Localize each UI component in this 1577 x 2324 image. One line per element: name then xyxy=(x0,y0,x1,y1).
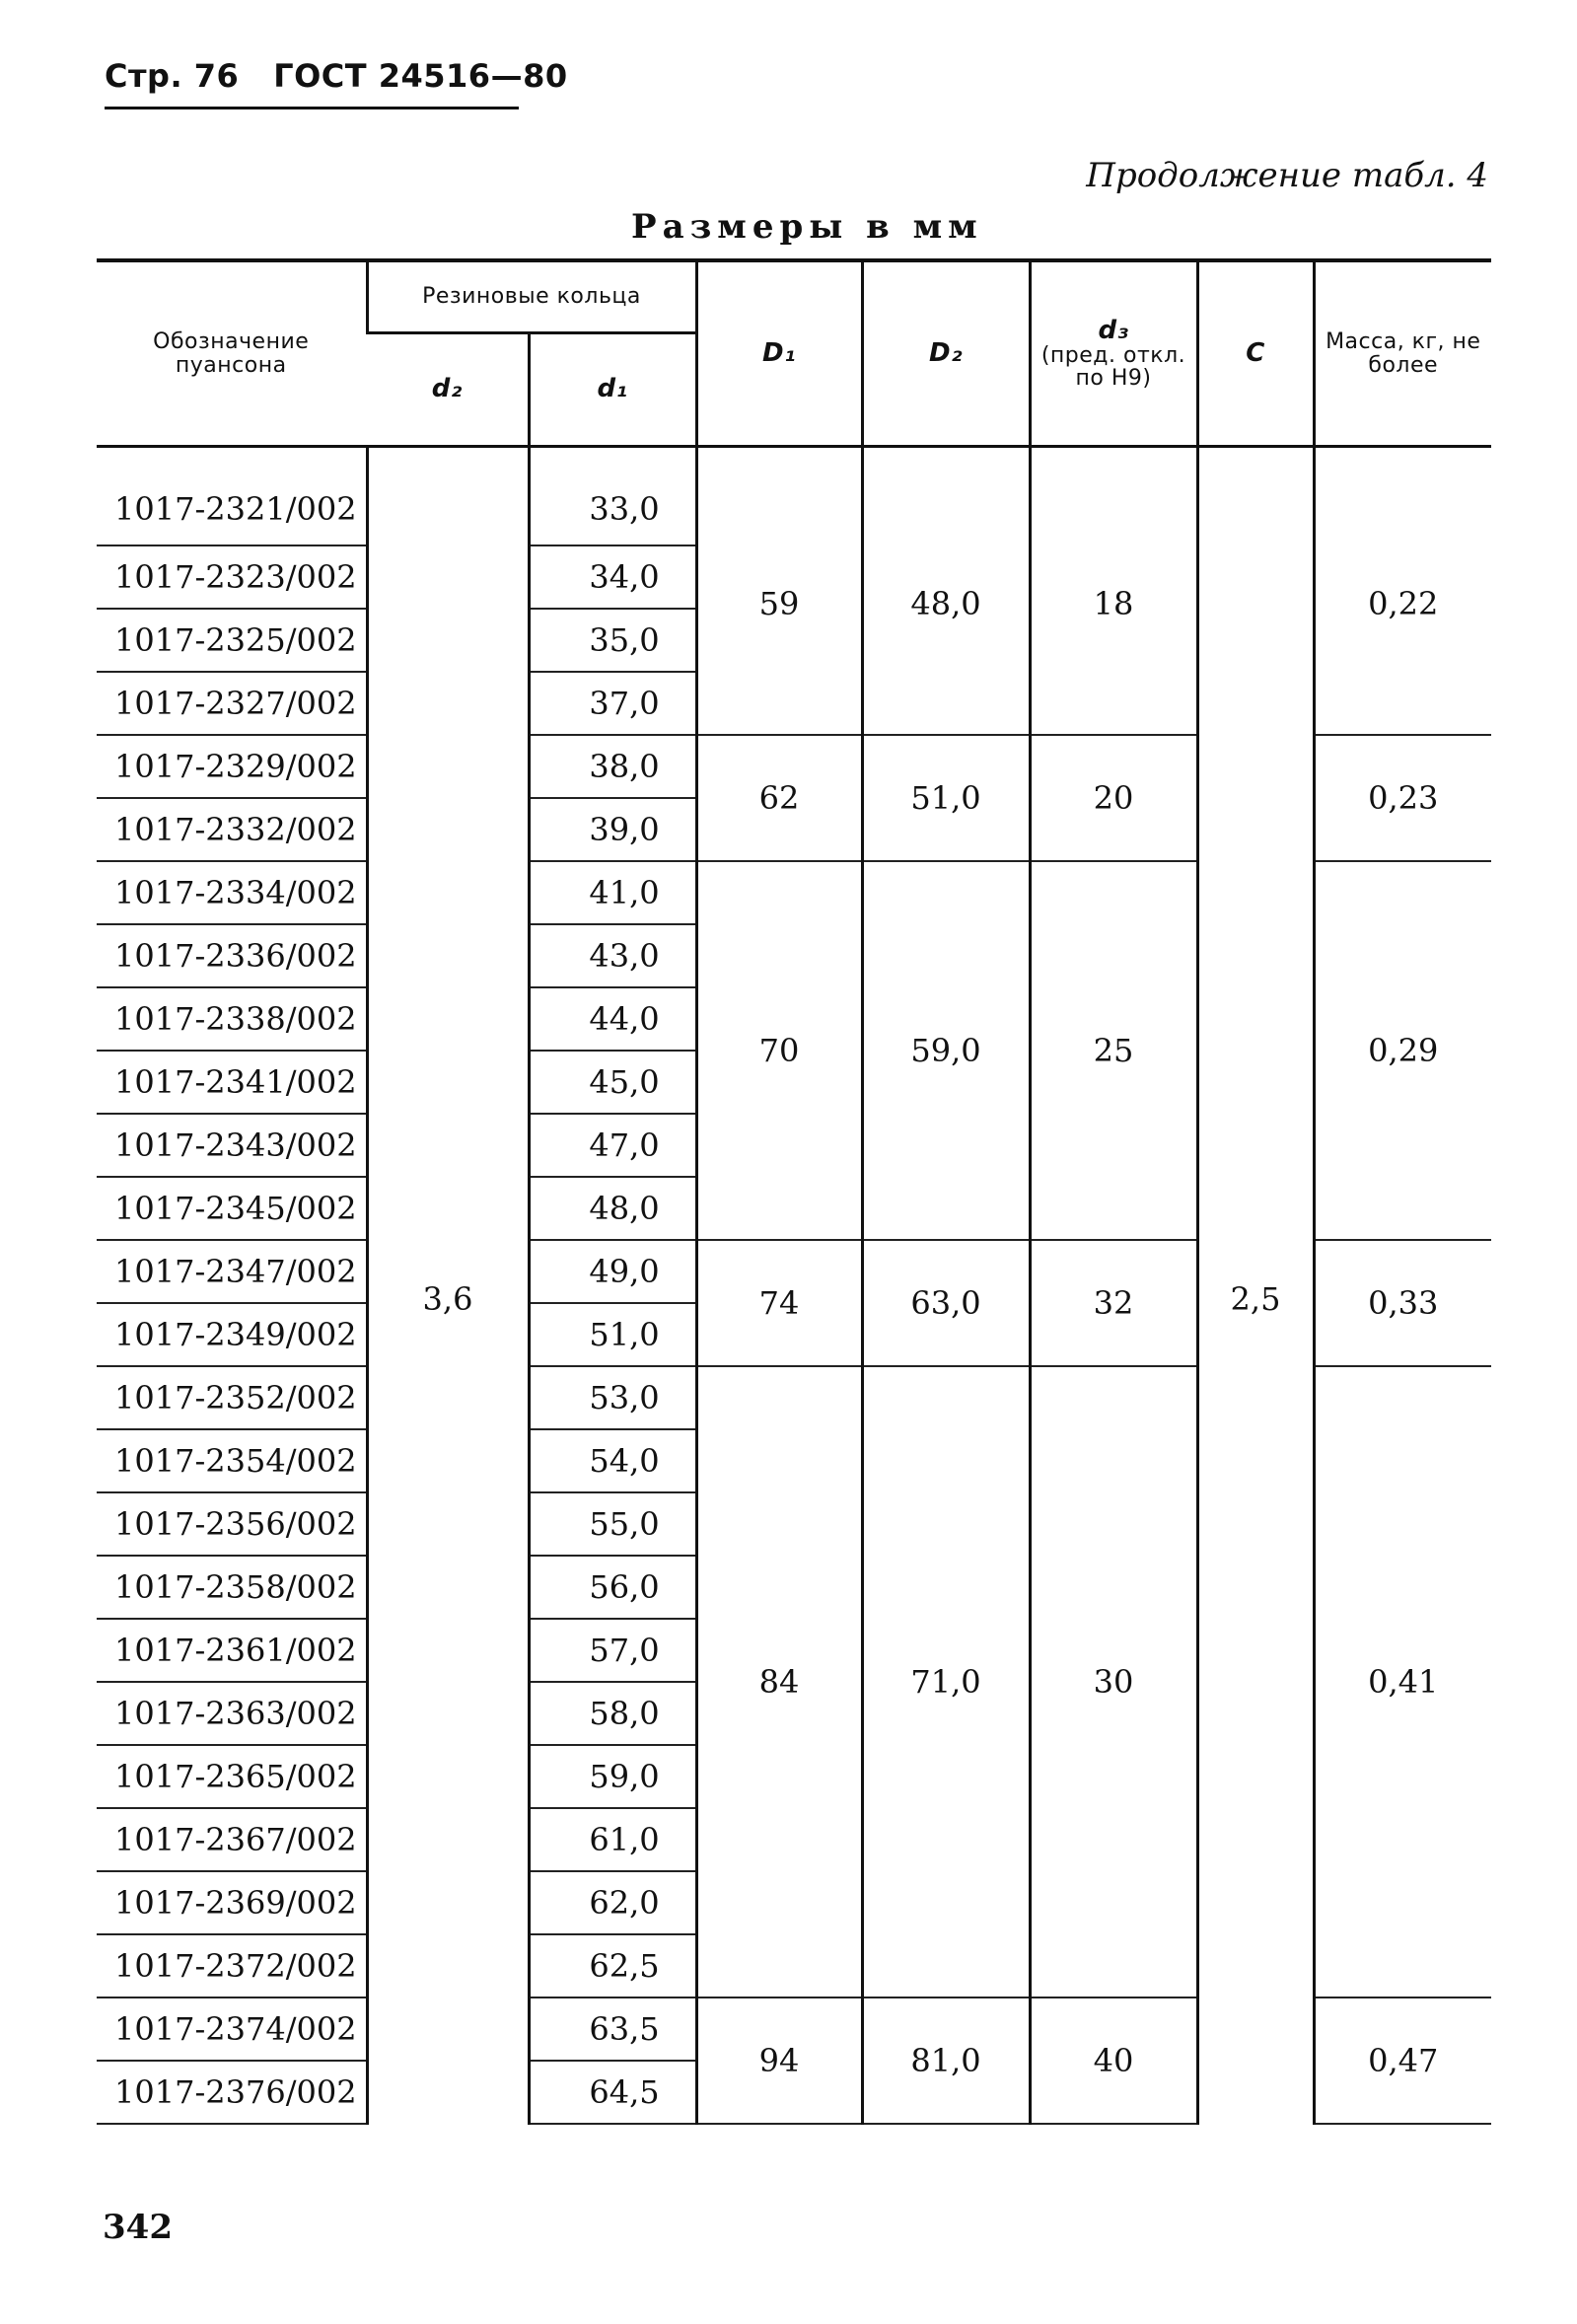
punch-designation-cell: 1017-2327/002 xyxy=(97,672,367,735)
d1-value-cell: 33,0 xyxy=(529,447,696,546)
D2-value-cell: 63,0 xyxy=(862,1240,1030,1366)
header-d2-label: d₂ xyxy=(431,374,463,404)
punch-designation-cell: 1017-2361/002 xyxy=(97,1619,367,1682)
units-caption: Размеры в мм xyxy=(631,207,983,247)
d1-value-cell: 38,0 xyxy=(529,735,696,798)
punch-designation-cell: 1017-2349/002 xyxy=(97,1303,367,1366)
header-D2-label: D₂ xyxy=(929,337,963,368)
d1-value-cell: 35,0 xyxy=(529,609,696,672)
punch-designation-cell: 1017-2363/002 xyxy=(97,1682,367,1745)
d3-value-cell: 40 xyxy=(1030,1997,1197,2124)
d1-value-cell: 61,0 xyxy=(529,1808,696,1871)
d1-value-cell: 59,0 xyxy=(529,1745,696,1808)
punch-designation-cell: 1017-2356/002 xyxy=(97,1492,367,1556)
C-value-cell: 2,5 xyxy=(1197,447,1314,2125)
punch-designation-cell: 1017-2336/002 xyxy=(97,924,367,987)
d1-value-cell: 62,0 xyxy=(529,1871,696,1934)
table-continuation-label: Продолжение табл. 4 xyxy=(1086,156,1488,195)
d1-value-cell: 56,0 xyxy=(529,1556,696,1619)
d1-value-cell: 58,0 xyxy=(529,1682,696,1745)
d1-value-cell: 53,0 xyxy=(529,1366,696,1429)
d1-value-cell: 62,5 xyxy=(529,1934,696,1997)
mass-value-cell: 0,33 xyxy=(1314,1240,1491,1366)
punch-designation-cell: 1017-2323/002 xyxy=(97,545,367,609)
header-d3 xyxy=(1030,260,1197,447)
table-row xyxy=(97,447,1491,546)
punch-designation-cell: 1017-2372/002 xyxy=(97,1934,367,1997)
D1-value-cell: 84 xyxy=(696,1366,862,1997)
punch-designation-cell: 1017-2341/002 xyxy=(97,1051,367,1114)
punch-designation-cell: 1017-2338/002 xyxy=(97,987,367,1051)
punch-designation-cell: 1017-2374/002 xyxy=(97,1997,367,2061)
d3-value-cell: 18 xyxy=(1030,447,1197,736)
punch-designation-cell: 1017-2325/002 xyxy=(97,609,367,672)
punch-designation-cell: 1017-2347/002 xyxy=(97,1240,367,1303)
D1-value-cell: 62 xyxy=(696,735,862,861)
header-d3-label: d₃ xyxy=(1098,315,1129,345)
d1-value-cell: 44,0 xyxy=(529,987,696,1051)
d3-value-cell: 30 xyxy=(1030,1366,1197,1997)
header-rubber-rings: Резиновые кольца xyxy=(367,260,696,333)
mass-value-cell: 0,47 xyxy=(1314,1997,1491,2124)
d1-value-cell: 45,0 xyxy=(529,1051,696,1114)
header-rule xyxy=(105,107,519,109)
D2-value-cell: 51,0 xyxy=(862,735,1030,861)
d3-value-cell: 20 xyxy=(1030,735,1197,861)
header-C xyxy=(1197,260,1314,447)
d2-value-cell: 3,6 xyxy=(367,447,529,2125)
punch-designation-cell: 1017-2354/002 xyxy=(97,1429,367,1492)
d1-value-cell: 54,0 xyxy=(529,1429,696,1492)
D1-value-cell: 94 xyxy=(696,1997,862,2124)
header-D1-label: D₁ xyxy=(762,337,796,368)
d1-value-cell: 39,0 xyxy=(529,798,696,861)
d1-value-cell: 51,0 xyxy=(529,1303,696,1366)
D2-value-cell: 59,0 xyxy=(862,861,1030,1240)
header-d2 xyxy=(367,333,529,447)
d1-value-cell: 63,5 xyxy=(529,1997,696,2061)
D1-value-cell: 74 xyxy=(696,1240,862,1366)
D1-value-cell: 70 xyxy=(696,861,862,1240)
header-mass: Масса, кг, не более xyxy=(1314,260,1491,447)
header-d3-note: (пред. откл. по Н9) xyxy=(1040,343,1186,392)
d1-value-cell: 48,0 xyxy=(529,1177,696,1240)
d3-value-cell: 25 xyxy=(1030,861,1197,1240)
punch-designation-cell: 1017-2369/002 xyxy=(97,1871,367,1934)
punch-designation-cell: 1017-2358/002 xyxy=(97,1556,367,1619)
header-d1 xyxy=(529,333,696,447)
D1-value-cell: 59 xyxy=(696,447,862,736)
d1-value-cell: 57,0 xyxy=(529,1619,696,1682)
header-C-label: C xyxy=(1246,337,1265,368)
punch-designation-cell: 1017-2352/002 xyxy=(97,1366,367,1429)
D2-value-cell: 48,0 xyxy=(862,447,1030,736)
dimensions-table xyxy=(97,258,1491,2125)
header-d1-label: d₁ xyxy=(597,374,628,404)
header-D2 xyxy=(862,260,1030,447)
d1-value-cell: 49,0 xyxy=(529,1240,696,1303)
mass-value-cell: 0,29 xyxy=(1314,861,1491,1240)
mass-value-cell: 0,23 xyxy=(1314,735,1491,861)
punch-designation-cell: 1017-2343/002 xyxy=(97,1114,367,1177)
d1-value-cell: 64,5 xyxy=(529,2061,696,2124)
d1-value-cell: 34,0 xyxy=(529,545,696,609)
D2-value-cell: 81,0 xyxy=(862,1997,1030,2124)
punch-designation-cell: 1017-2376/002 xyxy=(97,2061,367,2124)
header-D1 xyxy=(696,260,862,447)
punch-designation-cell: 1017-2345/002 xyxy=(97,1177,367,1240)
mass-value-cell: 0,22 xyxy=(1314,447,1491,736)
d3-value-cell: 32 xyxy=(1030,1240,1197,1366)
page-header: Стр. 76 ГОСТ 24516—80 xyxy=(105,57,568,95)
d1-value-cell: 55,0 xyxy=(529,1492,696,1556)
punch-designation-cell: 1017-2367/002 xyxy=(97,1808,367,1871)
d1-value-cell: 43,0 xyxy=(529,924,696,987)
d1-value-cell: 41,0 xyxy=(529,861,696,924)
d1-value-cell: 47,0 xyxy=(529,1114,696,1177)
page-number: 342 xyxy=(103,2208,173,2247)
punch-designation-cell: 1017-2334/002 xyxy=(97,861,367,924)
table-body xyxy=(97,447,1491,2125)
punch-designation-cell: 1017-2332/002 xyxy=(97,798,367,861)
mass-value-cell: 0,41 xyxy=(1314,1366,1491,1997)
punch-designation-cell: 1017-2329/002 xyxy=(97,735,367,798)
header-designation: Обозначение пуансона xyxy=(97,260,367,447)
punch-designation-cell: 1017-2365/002 xyxy=(97,1745,367,1808)
D2-value-cell: 71,0 xyxy=(862,1366,1030,1997)
punch-designation-cell: 1017-2321/002 xyxy=(97,447,367,546)
d1-value-cell: 37,0 xyxy=(529,672,696,735)
